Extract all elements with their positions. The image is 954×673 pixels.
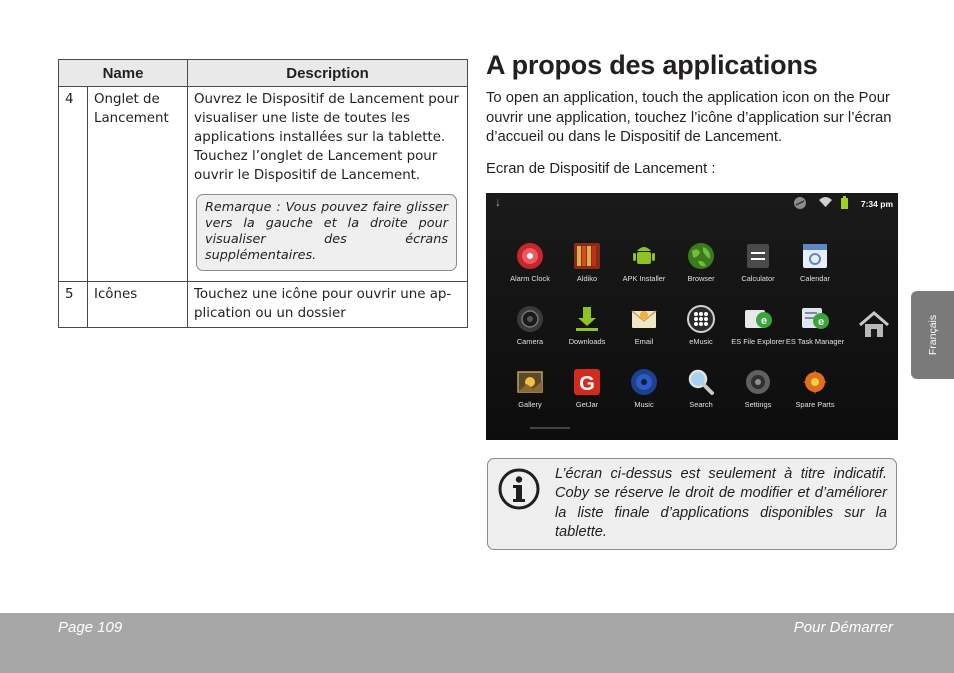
- es-file-explorer-icon: [743, 304, 773, 334]
- row-name: Onglet de Lancement: [88, 87, 188, 282]
- row-name: Icônes: [88, 282, 188, 328]
- row-description: Ouvrez le Dispositif de Lancement pour visualiser une liste de toutes les applications installées sur la tablette. Touchez l’onglet de Lancement pour ouvrir le Dispositif de Lancement.: [194, 92, 459, 183]
- email-icon: [629, 304, 659, 334]
- app-label: ES Task Manager: [785, 337, 845, 346]
- header-name: Name: [59, 60, 188, 87]
- app-label: Camera: [516, 337, 544, 346]
- downloads-icon: [572, 304, 602, 334]
- intro-paragraph: To open an application, touch the application icon on the Pour ouvrir une application, touchez l’icône d’application sur l’écran d’accueil ou dans le Dispositif de Lancement.: [486, 90, 892, 145]
- row-number: 4: [59, 87, 88, 282]
- app-label: eMusic: [689, 337, 713, 346]
- app-apk-installer[interactable]: [612, 241, 676, 283]
- app-label: APK Installer: [622, 274, 666, 283]
- remark-note: Remarque : Vous pouvez faire glisser vers la gauche et la droite pour visualiser des écrans supplémentaires.: [196, 194, 457, 271]
- getjar-icon: [572, 367, 602, 397]
- app-emusic[interactable]: [669, 304, 733, 346]
- header-description: Description: [188, 60, 468, 87]
- app-label: Browser: [687, 274, 715, 283]
- search-icon: [686, 367, 716, 397]
- launcher-screenshot: [486, 193, 898, 440]
- row-description-cell: [188, 87, 468, 282]
- app-settings[interactable]: [726, 367, 790, 409]
- gallery-icon: [515, 367, 545, 397]
- section-title: A propos des applications: [486, 50, 818, 80]
- status-clock: 7:34 pm: [860, 199, 893, 209]
- app-camera[interactable]: [498, 304, 562, 346]
- row-description: Touchez une icône pour ouvrir une application ou un dossier: [188, 282, 468, 328]
- section-name: Pour Démarrer: [793, 619, 893, 636]
- app-browser[interactable]: [669, 241, 733, 283]
- es-task-manager-icon: [800, 304, 830, 334]
- app-label: Music: [634, 400, 654, 409]
- app-es-task-manager[interactable]: [783, 304, 847, 346]
- info-note: [487, 458, 897, 550]
- apk-installer-icon: [629, 241, 659, 271]
- app-label: Calendar: [800, 274, 830, 283]
- app-label: Search: [689, 400, 713, 409]
- app-label: Spare Parts: [795, 400, 835, 409]
- app-getjar[interactable]: [555, 367, 619, 409]
- app-label: Calculator: [741, 274, 775, 283]
- screenshot-caption: Ecran de Dispositif de Lancement :: [486, 161, 716, 177]
- camera-icon: [515, 304, 545, 334]
- language-tab: [911, 291, 954, 379]
- status-bar: [486, 193, 898, 213]
- wifi-icon: [818, 196, 833, 208]
- battery-icon: [840, 196, 849, 209]
- app-label: Settings: [744, 400, 772, 409]
- aldiko-icon: [572, 241, 602, 271]
- app-label: Alarm Clock: [510, 274, 550, 283]
- app-spare-parts[interactable]: [783, 367, 847, 409]
- app-search[interactable]: [669, 367, 733, 409]
- page-footer: [0, 613, 954, 673]
- app-music[interactable]: [612, 367, 676, 409]
- info-icon: [498, 468, 540, 510]
- svg-text:G: G: [579, 373, 595, 395]
- app-label: Aldiko: [576, 274, 598, 283]
- app-label: Gallery: [518, 400, 542, 409]
- app-gallery[interactable]: [498, 367, 562, 409]
- app-aldiko[interactable]: [555, 241, 619, 283]
- calendar-icon: [800, 241, 830, 271]
- app-label: GetJar: [575, 400, 599, 409]
- usb-icon: ↓: [495, 195, 501, 209]
- app-label: Downloads: [568, 337, 606, 346]
- app-label: ES File Explorer: [731, 337, 785, 346]
- components-table: [58, 59, 468, 328]
- info-note-text: L’écran ci-dessus est seulement à titre indicatif. Coby se réserve le droit de modifier et d’améliorer la liste finale d’applications disponibles sur la tablette.: [555, 466, 887, 541]
- emusic-icon: [686, 304, 716, 334]
- svg-text:e: e: [760, 315, 768, 327]
- language-tab-label: Français: [926, 314, 939, 356]
- table-row: [59, 87, 468, 282]
- svg-text:e: e: [817, 316, 825, 328]
- spare-parts-icon: [800, 367, 830, 397]
- calculator-icon: [743, 241, 773, 271]
- app-es-file-explorer[interactable]: [726, 304, 790, 346]
- page-number: Page 109: [58, 619, 123, 636]
- app-downloads[interactable]: [555, 304, 619, 346]
- table-header-row: [59, 60, 468, 87]
- table-row: [59, 282, 468, 328]
- app-calculator[interactable]: [726, 241, 790, 283]
- row-number: 5: [59, 282, 88, 328]
- music-icon: [629, 367, 659, 397]
- home-icon[interactable]: [858, 311, 890, 339]
- sync-icon: [793, 196, 807, 210]
- app-alarm-clock[interactable]: [498, 241, 562, 283]
- browser-icon: [686, 241, 716, 271]
- app-label: Email: [634, 337, 654, 346]
- alarm-clock-icon: [515, 241, 545, 271]
- screen-reflection: [530, 427, 570, 429]
- app-email[interactable]: [612, 304, 676, 346]
- app-calendar[interactable]: [783, 241, 847, 283]
- settings-icon: [743, 367, 773, 397]
